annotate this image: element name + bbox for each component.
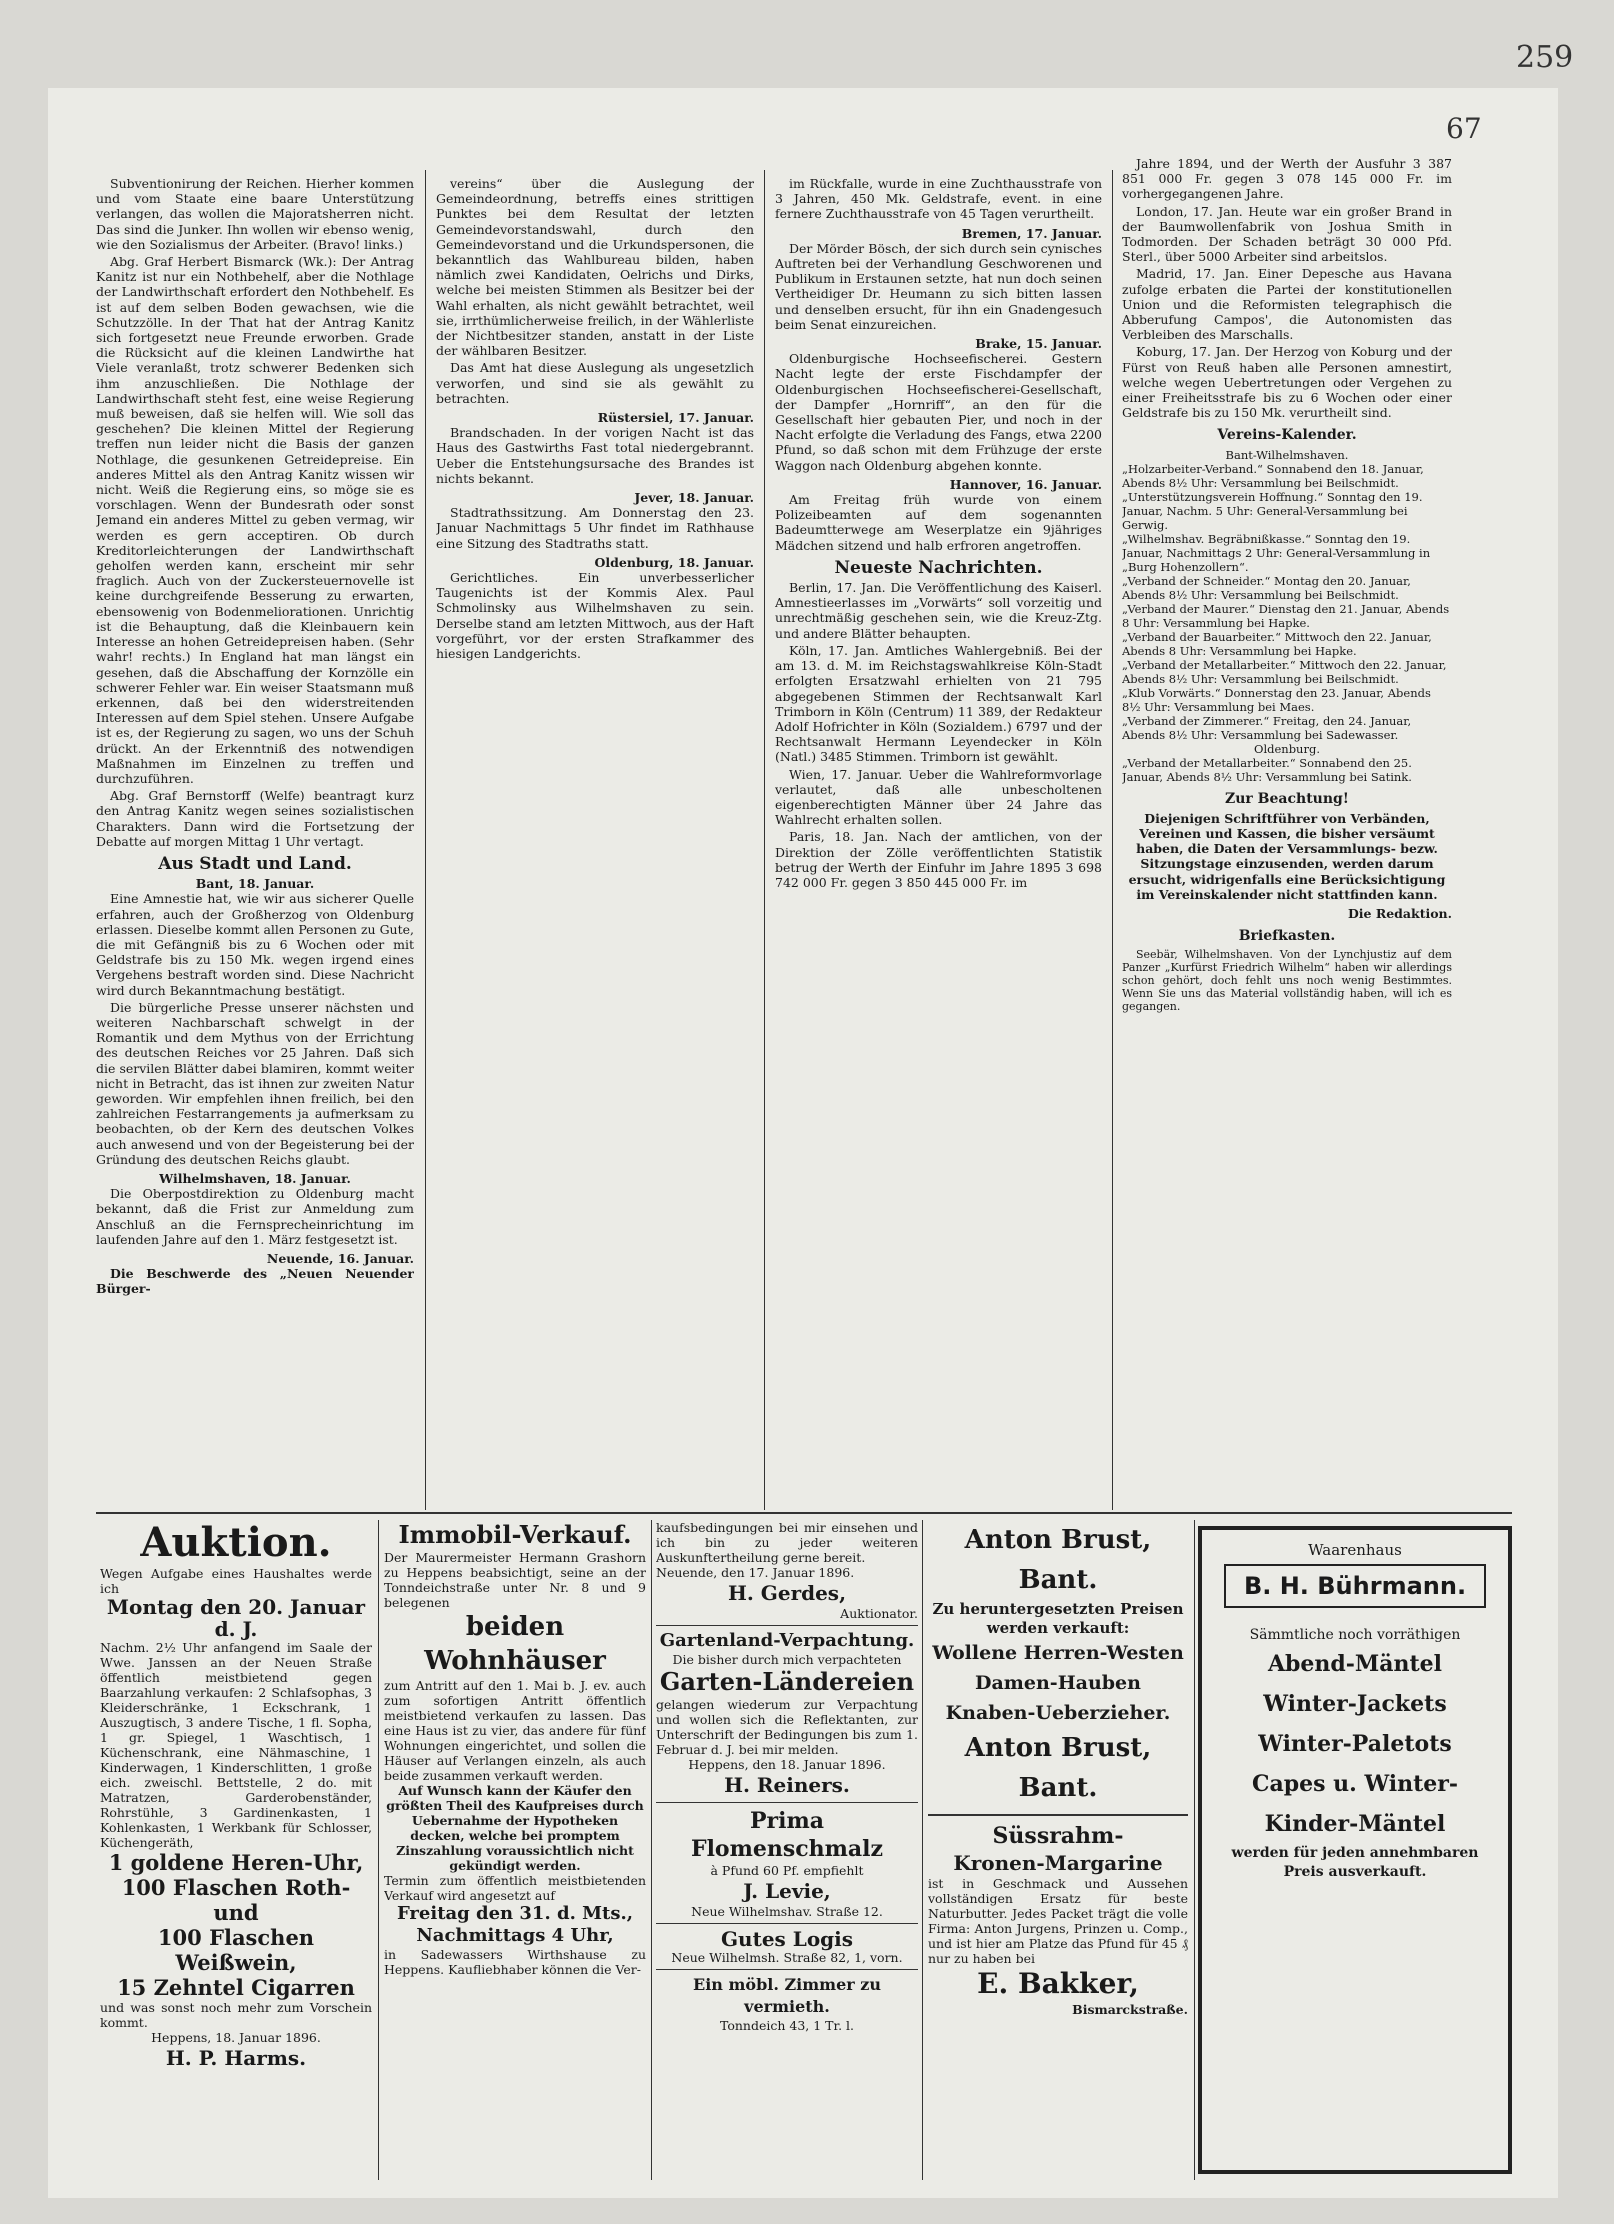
dateline: Bant, 18. Januar. <box>195 876 315 892</box>
kalender-entry: „Unterstützungsverein Hoffnung.“ Sonntag den 19. Januar, Nachm. 5 Uhr: General-Versammlung bei Gerwig. <box>1122 489 1423 532</box>
paragraph: Seebär, Wilhelmshaven. Von der Lynchjustiz auf dem Panzer „Kurfürst Friedrich Wilhelm“ haben wir allerdings schon gehört, doch fehlt uns noch wenig Bestimmtes. Wenn Sie uns das Material vollständig haben, will ich es gegangen. <box>1122 948 1452 1014</box>
page-number: 259 <box>1516 40 1574 75</box>
ad-item: Knaben-Ueberzieher. <box>945 1702 1171 1724</box>
dateline: Jever, 18. Januar. <box>634 490 754 506</box>
ad-text: und was sonst noch mehr zum Vorschein kommt. <box>100 2000 372 2030</box>
ad-place: Heppens, den 18. Januar 1896. <box>688 1757 886 1772</box>
ad-text: Auf Wunsch kann der Käufer den größten Theil des Kaufpreises durch Uebernahme der Hypotheken decken, welche bei promptem Zinszahlung voraussichtlich nicht gekündigt werden. <box>386 1783 644 1873</box>
section-headline: Zur Beachtung! <box>1225 790 1349 807</box>
ad-rule <box>656 1802 918 1803</box>
paragraph: Köln, 17. Jan. Amtliches Wahlergebniß. Bei der am 13. d. M. im Reichstagswahlkreise Köln-Stadt erfolgten Ersatzwahl erhielten von 21 795 abgegebenen Stimmen der Rechtsanwalt Karl Trimborn in Köln (Centrum) 11 389, der Redakteur Adolf Hofrichter in Köln (Sozialdem.) 6797 und der Rechtsanwalt Hermann Leyendecker in Köln (Natl.) 3485 Stimmen. Trimborn ist gewählt. <box>775 642 1102 765</box>
ad-headline: Garten-Ländereien <box>659 1667 915 1696</box>
section-headline: Aus Stadt und Land. <box>158 853 352 874</box>
paragraph: Stadtrathssitzung. Am Donnerstag den 23. Januar Nachmittags 5 Uhr findet im Rathhause eine Sitzung des Stadtraths statt. <box>436 505 754 551</box>
ad-text: gelangen wiederum zur Verpachtung und wollen sich die Reflektanten, zur Unterschrift der Bedingungen bis zum 1. Februar d. J. bei mir melden. <box>656 1697 918 1757</box>
ad-title-box <box>1224 1564 1486 1608</box>
ad-date: Montag den 20. Januar d. J. <box>106 1595 366 1641</box>
section-headline: Briefkasten. <box>1238 928 1336 945</box>
paragraph: Jahre 1894, und der Werth der Ausfuhr 3 387 851 000 Fr. gegen 3 078 145 000 Fr. im vorhergegangenen Jahre. <box>1122 156 1452 202</box>
ad-title: Süssrahm- <box>992 1823 1124 1849</box>
ad-signature: H. Gerdes, <box>727 1581 847 1605</box>
paragraph: Subventionirung der Reichen. Hierher kommen und vom Staate eine baare Unterstützung verlangen, das wollen die Majoratsherren nicht. Das sind die Junker. Ihn wollen wir ebenso wenig, wie den Sozialismus der Arbeiter. (Bravo! links.) <box>96 176 414 252</box>
dateline: Bremen, 17. Januar. <box>961 225 1102 241</box>
archive-stamp: 67 <box>1446 112 1482 145</box>
ad-signature: H. P. Harms. <box>165 2046 307 2070</box>
ad-item: 100 Flaschen Roth- und <box>121 1875 351 1925</box>
ad-item: Abend-Mäntel <box>1267 1651 1443 1677</box>
paragraph: Abg. Graf Bernstorff (Welfe) beantragt kurz den Antrag Kanitz wegen seines sozialistischen Charakters. Dann wird die Fortsetzung der Debatte auf morgen Mittag 1 Uhr vertagt. <box>96 788 414 849</box>
ad-rule <box>651 1520 652 2180</box>
paragraph: Gerichtliches. Ein unverbesserlicher Taugenichts ist der Kommis Alex. Paul Schmolinsky aus Wilhelmshaven zu sein. Derselbe stand am letzten Mittwoch, aus der Haft vorgeführt, vor der ersten Strafkammer des hiesigen Landgerichts. <box>436 570 754 662</box>
ad-item: 1 goldene Heren-Uhr, <box>108 1850 364 1875</box>
ad-item: Wollene Herren-Westen <box>932 1642 1184 1664</box>
kalender-entry: „Verband der Schneider.“ Montag den 20. Januar, Abends 8½ Uhr: Versammlung bei Beilschmidt. <box>1122 573 1411 602</box>
ad-address: Neue Wilhelmsh. Straße 82, 1, vorn. <box>671 1950 903 1965</box>
ad-address: Neue Wilhelmshav. Straße 12. <box>691 1904 883 1919</box>
paragraph: Die Beschwerde des „Neuen Neuender Bürger- <box>96 1266 414 1297</box>
ads-divider <box>96 1512 1512 1514</box>
ad-column-middle <box>656 1520 918 2180</box>
paragraph: Am Freitag früh wurde von einem Polizeibeamten auf dem sogenannten Badeumtterwege am Weserplatze ein 9jähriges Mädchen sitzend und halb erfroren angetroffen. <box>775 492 1102 553</box>
paragraph: Eine Amnestie hat, wie wir aus sicherer Quelle erfahren, auch der Großherzog von Oldenburg erlassen. Dieselbe kommt allen Personen zu Gute, die mit Gefängniß bis zu 6 Wochen oder mit Geldstrafe bis zu 150 Mk. wegen irgend eines Vergehens bestraft worden sind. Diese Nachricht wird durch Bekanntmachung bestätigt. <box>96 891 414 998</box>
ad-text: Zu heruntergesetzten Preisen werden verkauft: <box>932 1600 1184 1637</box>
paragraph: Paris, 18. Jan. Nach der amtlichen, von der Direktion der Zölle veröffentlichten Statistik betrug der Werth der Einfuhr im Jahre 1895 3 698 742 000 Fr. gegen 3 850 445 000 Fr. im <box>775 829 1102 890</box>
ad-title: Anton Brust, Bant. <box>964 1525 1152 1595</box>
dateline: Neuende, 16. Januar. <box>266 1251 414 1267</box>
ad-rule <box>1194 1520 1195 2180</box>
ad-text: Die bisher durch mich verpachteten <box>672 1652 902 1667</box>
ad-text: Auktionator. <box>840 1606 918 1621</box>
dateline: Brake, 15. Januar. <box>975 336 1102 352</box>
ad-item: Damen-Hauben <box>975 1672 1141 1694</box>
ad-item: Kinder-Mäntel <box>1264 1811 1446 1837</box>
dateline: Rüstersiel, 17. Januar. <box>597 410 754 426</box>
paragraph: Koburg, 17. Jan. Der Herzog von Koburg und der Fürst von Reuß haben alle Personen amnestirt, welche wegen Uebertretungen oder Vergehen zu einer Freiheitsstrafe bis zu 6 Wochen oder einer Geldstrafe bis zu 150 Mk. verurtheilt sind. <box>1122 344 1452 421</box>
ad-text: à Pfund 60 Pf. empfiehlt <box>710 1863 864 1878</box>
ad-rule <box>656 1923 918 1924</box>
ad-place: Heppens, 18. Januar 1896. <box>151 2030 321 2045</box>
ad-signature: H. Reiners. <box>724 1773 850 1797</box>
ad-title: Kronen-Margarine <box>953 1851 1163 1875</box>
kalender-entry: „Wilhelmshav. Begräbnißkasse.“ Sonntag den 19. Januar, Nachmittags 2 Uhr: General-Versammlung in „Burg Hohenzollern“. <box>1122 531 1431 574</box>
paragraph: Brandschaden. In der vorigen Nacht ist das Haus des Gastwirths Fast total niedergebrannt. Ueber die Entstehungsursache des Brandes ist nichts bekannt. <box>436 425 754 486</box>
ad-time: Nachmittags 4 Uhr, <box>416 1925 614 1946</box>
ad-title: Immobil-Verkauf. <box>398 1520 632 1549</box>
column-2 <box>436 176 754 1506</box>
paragraph: Die Oberpostdirektion zu Oldenburg macht bekannt, daß die Frist zur Anmeldung zum Anschluß an die Fernsprecheinrichtung im laufenden Jahre auf den 1. März festgesetzt ist. <box>96 1186 414 1247</box>
ad-rule <box>656 1625 918 1626</box>
paragraph: London, 17. Jan. Heute war ein großer Brand in der Baumwollenfabrik von Joshua Smith in Todmorden. Der Schaden beträgt 30 000 Pfd. Sterl., über 5000 Arbeiter sind arbeitslos. <box>1122 203 1452 265</box>
dateline: Oldenburg, 18. Januar. <box>594 554 754 570</box>
ad-item: Winter-Paletots <box>1258 1731 1452 1757</box>
section-headline: Neueste Nachrichten. <box>834 557 1043 578</box>
ad-title: Ein möbl. Zimmer zu vermieth. <box>693 1975 881 2016</box>
vereins-kalender <box>1122 448 1452 784</box>
paragraph: Madrid, 17. Jan. Einer Depesche aus Havana zufolge erbaten die Partei der konstitutionellen Union und die Reformisten telegraphisch die Abberufung Campos', die Autonomisten das Verbleiben des Marschalls. <box>1122 266 1452 343</box>
paragraph: Wien, 17. Januar. Ueber die Wahlreformvorlage verlautet, daß alle unbescholtenen eigenberechtigten Männer über 24 Jahre das Wahlrecht erhalten sollen. <box>775 766 1102 828</box>
ad-title: Auktion. <box>140 1520 332 1566</box>
kalender-place: Oldenburg. <box>1254 741 1320 756</box>
column-4 <box>1122 156 1452 1506</box>
ad-buehrmann <box>1214 1540 1496 2160</box>
ad-title: Gartenland-Verpachtung. <box>659 1630 915 1651</box>
paragraph: Das Amt hat diese Auslegung als ungesetzlich verworfen, und sind sie als gewählt zu betrachten. <box>436 360 754 406</box>
ad-signature: E. Bakker, <box>977 1967 1139 2000</box>
ad-address: Bismarckstraße. <box>1072 2002 1188 2017</box>
ad-signature: J. Levie, <box>743 1879 831 1903</box>
signature: Die Redaktion. <box>1347 906 1452 922</box>
ad-place: Neuende, den 17. Januar 1896. <box>656 1565 855 1580</box>
ad-text: Der Maurermeister Hermann Grashorn zu Heppens beabsichtigt, seine an der Tonndeichstraße unter Nr. 8 und 9 belegenen <box>384 1550 646 1610</box>
paragraph: im Rückfalle, wurde in eine Zuchthausstrafe von 3 Jahren, 450 Mk. Geldstrafe, event. in eine fernere Zuchthausstrafe von 45 Tagen verurtheilt. <box>775 176 1102 222</box>
paragraph: Berlin, 17. Jan. Die Veröffentlichung des Kaiserl. Amnestieerlasses im „Vorwärts“ soll vorzeitig und unrechtmäßig geschehen sein, wie die Kreuz-Ztg. und andere Blätter behaupten. <box>775 580 1102 641</box>
dateline: Wilhelmshaven, 18. Januar. <box>159 1171 351 1186</box>
ad-immobil <box>384 1520 646 2180</box>
ad-text: Waarenhaus <box>1308 1541 1402 1559</box>
kalender-entry: „Verband der Metallarbeiter.“ Mittwoch den 22. Januar, Abends 8½ Uhr: Versammlung bei Beilschmidt. <box>1122 657 1447 686</box>
ad-text: Termin zum öffentlich meistbietenden Verkauf wird angesetzt auf <box>384 1873 646 1903</box>
ad-text: zum Antritt auf den 1. Mai b. J. ev. auch zum sofortigen Antritt öffentlich meistbietend verkaufen zu lassen. Das eine Haus ist zu vier, das andere für fünf Wohnungen eingerichtet, und sollen die Häuser auf Verlangen einzeln, als auch beide zusammen verkauft werden. <box>384 1678 646 1783</box>
kalender-entry: „Verband der Bauarbeiter.“ Mittwoch den 22. Januar, Abends 8 Uhr: Versammlung bei Hapke. <box>1122 629 1432 658</box>
column-rule <box>764 170 765 1510</box>
ad-title: B. H. Bührmann. <box>1243 1572 1467 1600</box>
ad-auktion <box>100 1520 372 2180</box>
ad-address: Tonndeich 43, 1 Tr. l. <box>719 2018 855 2033</box>
column-rule <box>425 170 426 1510</box>
dateline: Hannover, 16. Januar. <box>949 476 1102 492</box>
ad-item: 15 Zehntel Cigarren <box>117 1975 355 2000</box>
ad-rule <box>922 1520 923 2180</box>
ad-text: Wegen Aufgabe eines Haushaltes werde ich <box>100 1566 372 1596</box>
ad-date: Freitag den 31. d. Mts., <box>396 1903 634 1924</box>
paragraph: Die bürgerliche Presse unserer nächsten und weiteren Nachbarschaft schwelgt in der Romantik und dem Mythus von der Errichtung des deutschen Reiches vor 25 Jahren. Daß sich die servilen Blätter dabei blamiren, kommt weiter nicht in Betracht, das ist ihnen zur zweiten Natur geworden. Wir empfehlen ihnen freilich, bei den zahlreichen Festarrangements ja aufmerksam zu beobachten, ob der Kern des deutschen Volkes auch anwesend und von der Begeisterung bei der Gründung des deutschen Reichs glaubt. <box>96 999 414 1167</box>
kalender-place: Bant-Wilhelmshaven. <box>1225 447 1349 462</box>
ad-rule <box>378 1520 379 2180</box>
ad-text: kaufsbedingungen bei mir einsehen und ich bin zu jeder weiteren Auskunftertheilung gerne bereit. <box>656 1520 918 1565</box>
ad-title: Prima Flomenschmalz <box>690 1808 884 1862</box>
ad-text: in Sadewassers Wirthshause zu Heppens. Kaufliebhaber können die Ver- <box>384 1947 646 1977</box>
ad-headline: beiden Wohnhäuser <box>424 1612 606 1676</box>
kalender-entry: „Verband der Maurer.“ Dienstag den 21. Januar, Abends 8 Uhr: Versammlung bei Hapke. <box>1122 601 1450 630</box>
ad-title: Gutes Logis <box>720 1927 854 1951</box>
paragraph: Oldenburgische Hochseefischerei. Gestern Nacht legte der erste Fischdampfer der Oldenburgischen Hochseefischerei-Gesellschaft, der Dampfer „Hornriff“, an den für die Gesellschaft hier gebauten Pier, und noch in der Nacht erfolgte die Verladung des Fangs, etwa 2200 Pfund, so daß schon mit dem Frühzuge der erste Waggon nach Oldenburg abgehen konnte. <box>775 351 1102 473</box>
column-3 <box>775 176 1102 1506</box>
kalender-entry: „Verband der Metallarbeiter.“ Sonnabend den 25. Januar, Abends 8½ Uhr: Versammlung bei Satink. <box>1122 755 1412 784</box>
kalender-entry: „Holzarbeiter-Verband.“ Sonnabend den 18. Januar, Abends 8½ Uhr: Versammlung bei Beilschmidt. <box>1122 461 1424 490</box>
ad-brust <box>928 1520 1188 2180</box>
kalender-entry: „Verband der Zimmerer.“ Freitag, den 24. Januar, Abends 8½ Uhr: Versammlung bei Sadewasser. <box>1122 713 1412 742</box>
paragraph: vereins“ über die Auslegung der Gemeindeordnung, betreffs eines strittigen Punktes bei dem Resultat der letzten Gemeindevorstandswahl, durch den Gemeindevorstand und die Urkundspersonen, die bekanntlich das Wahlbureau bilden, haben nämlich zwei Kandidaten, Oelrichs und Dirks, welche bei meisten Stimmen als Besitzer bei der Wahl erhalten, als nicht gewählt betrachtet, weil sie, irrthümlicherweise freilich, in der Wählerliste der Nichtbesitzer standen, anstatt in der Liste der wählbaren Besitzer. <box>436 176 754 359</box>
ad-text: werden für jeden annehmbaren Preis ausverkauft. <box>1231 1845 1479 1880</box>
ad-signature: Anton Brust, Bant. <box>964 1733 1152 1803</box>
ad-item: Winter-Jackets <box>1263 1691 1447 1717</box>
ad-text: Nachm. 2½ Uhr anfangend im Saale der Wwe. Janssen an der Neuen Straße öffentlich meistbietend gegen Baarzahlung verkaufen: 2 Schlafsophas, 3 Kleiderschränke, 1 Eckschrank, 1 Auszugtisch, 3 andere Tische, 1 fl. Sopha, 1 gr. Spiegel, 1 Waschtisch, 1 Küchenschrank, eine Nähmaschine, 1 Kinderwagen, 1 Kinderschlitten, 1 große eich. zweischl. Bettstelle, 2 do. mit Matratzen, Garderobenständer, Rohrstühle, 3 Gardinenkasten, 1 Kohlenkasten, 1 Werkbank für Schlosser, Küchengeräth, <box>100 1640 372 1850</box>
ad-text: Sämmtliche noch vorräthigen <box>1249 1627 1461 1643</box>
paragraph: Der Mörder Bösch, der sich durch sein cynisches Auftreten bei der Verhandlung Geschworenen und Publikum in Erstaunen setzte, hat nun doch seinen Vertheidiger Dr. Heumann zu sich bitten lassen und denselben ersucht, für ihn ein Gnadengesuch beim Senat einzureichen. <box>775 240 1102 332</box>
kalender-entry: „Klub Vorwärts.“ Donnerstag den 23. Januar, Abends 8½ Uhr: Versammlung bei Maes. <box>1122 685 1431 714</box>
paragraph: Diejenigen Schriftführer von Verbänden, Vereinen und Kassen, die bisher versäumt haben, die Daten der Versammlungs- bezw. Sitzungstage einzusenden, werden darum ersucht, widrigenfalls eine Berücksichtigung im Vereinskalender nicht stattfinden kann. <box>1128 810 1446 902</box>
ad-rule <box>656 1969 918 1970</box>
column-1 <box>96 176 414 1506</box>
ad-text: ist in Geschmack und Aussehen vollständigen Ersatz für beste Naturbutter. Jedes Packet trägt die volle Firma: Anton Jurgens, Prinzen u. Comp., und ist hier am Platze das Pfund für 45 ₰ nur zu haben bei <box>928 1876 1188 1966</box>
column-rule <box>1112 170 1113 1510</box>
paragraph: Abg. Graf Herbert Bismarck (Wk.): Der Antrag Kanitz ist nur ein Nothbehelf, aber die Nothlage der Landwirthschaft erfordert den Nothbehelf. Es ist auf dem selben Boden gewachsen, wie die Schutzzölle. In der That hat der Antrag Kanitz sich fortgesetzt neue Freunde erworben. Grade die Rücksicht auf die kleinen Landwirthe hat Viele veranlaßt, trotz schwerer Bedenken sich ihm anzuschließen. Die Nothlage der Landwirthschaft steht fest, eine weise Regierung muß beweisen, daß sie helfen will. Wie soll das geschehen? Die kleinen Mittel der Regierung treffen nun leider nicht die Basis der ganzen Nothlage, die gesunkenen Getreidepreise. Ein anderes Mittel als den Antrag Kanitz wissen wir nicht. Weiß die Regierung eins, so möge sie es vorschlagen. Wenn der Bundesrath oder sonst Jemand ein anderes Mittel zu geben vermag, wir werden es gern acceptiren. Ob durch Kreditorleichterungen der Landwirthschaft geholfen werden kann, erscheint mir sehr fraglich. Auch von der Zuckersteuernovelle ist keine durchgreifende Besserung zu erwarten, ebensowenig von Bodenmeliorationen. Unrichtig ist die Behauptung, daß die Kleinbauern kein Interesse an hohen Getreidepreisen haben. (Sehr wahr! rechts.) In England hat man längst ein gesehen, daß die Abschaffung der Kornzölle ein schwerer Fehler war. Ein weiser Staatsmann muß erkennen, daß bei den widerstreitenden Interessen auf dem Spiel stehen. Unsere Aufgabe ist es, der Regierung zu sagen, wo uns der Schuh drückt. An der Erkenntniß des notwendigen Maßnahmen im Einzelnen zu treffen und durchzuführen. <box>96 254 414 786</box>
ad-rule <box>928 1814 1188 1816</box>
ad-item: 100 Flaschen Weißwein, <box>157 1925 315 1975</box>
ad-item: Capes u. Winter- <box>1251 1771 1459 1797</box>
section-headline: Vereins-Kalender. <box>1217 427 1357 444</box>
